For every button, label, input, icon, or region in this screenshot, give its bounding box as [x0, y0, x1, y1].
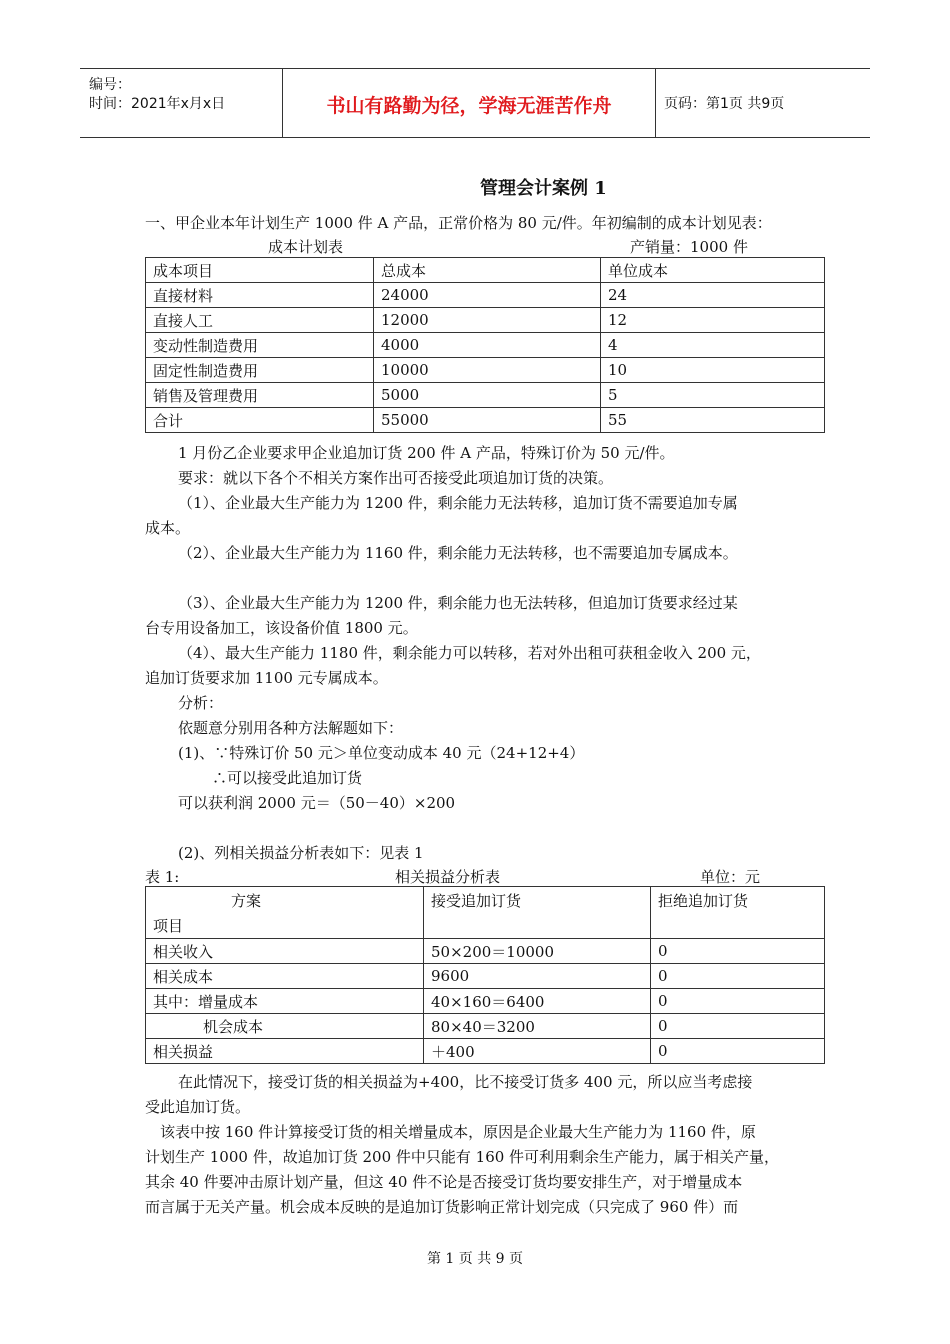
table-row: [146, 358, 825, 383]
paragraph: （3）、企业最大生产能力为 1200 件，剩余能力也无法转移，但追加订货要求经过某: [178, 594, 738, 612]
paragraph: 1 月份乙企业要求甲企业追加订货 200 件 A 产品，特殊订价为 50 元/件。: [178, 444, 675, 462]
table-cell: 相关收入: [146, 939, 424, 964]
table-row: [146, 939, 825, 964]
paragraph: 可以获利润 2000 元＝（50－40）×200: [178, 794, 456, 812]
relevant-profit-table: [145, 886, 825, 1064]
paragraph: 分析：: [178, 694, 224, 712]
paragraph: ∴可以接受此追加订货: [212, 769, 363, 787]
table-cell: 0: [651, 1014, 825, 1039]
table-cell: 直接材料: [146, 283, 374, 308]
cost-plan-table: [145, 257, 825, 433]
header-cell: 总成本: [374, 258, 601, 283]
table-cell: 10000: [374, 358, 601, 383]
paragraph: 计划生产 1000 件，故追加订货 200 件中只能有 160 件可利用剩余生产能力，属于相关产量，: [145, 1148, 780, 1166]
table-cell: 5: [601, 383, 825, 408]
header-right-cell: [655, 69, 870, 137]
paragraph: (1)、∵特殊订价 50 元＞单位变动成本 40 元（24+12+4）: [178, 744, 585, 762]
paragraph: 成本。: [145, 519, 191, 537]
table-cell: 固定性制造费用: [146, 358, 374, 383]
header-cell: 接受追加订货: [424, 887, 651, 939]
table-cell: 50×200＝10000: [424, 939, 651, 964]
table-cell: 55000: [374, 408, 601, 433]
table2-label: 表 1:: [145, 868, 180, 886]
table-cell: 0: [651, 939, 825, 964]
table-cell: 24: [601, 283, 825, 308]
header-cell: 拒绝追加订货: [651, 887, 825, 939]
header-cell: 单位成本: [601, 258, 825, 283]
paragraph: （1）、企业最大生产能力为 1200 件，剩余能力无法转移，追加订货不需要追加专属: [178, 494, 738, 512]
table-row: [146, 1014, 825, 1039]
table-cell: 机会成本: [146, 1014, 424, 1039]
table-header-row: [146, 887, 825, 939]
header-motto-cell: [282, 69, 656, 137]
paragraph: 追加订货要求加 1100 元专属成本。: [145, 669, 388, 687]
table-cell: 4000: [374, 333, 601, 358]
paragraph: 而言属于无关产量。机会成本反映的是追加订货影响正常计划完成（只完成了 960 件）而: [145, 1198, 739, 1216]
table-cell: 相关成本: [146, 964, 424, 989]
table-cell: 相关损益: [146, 1039, 424, 1064]
table1-volume: 产销量：1000 件: [630, 238, 748, 256]
paragraph: （4）、最大生产能力 1180 件，剩余能力可以转移，若对外出租可获租金收入 200 元，: [178, 644, 761, 662]
table-cell: 0: [651, 989, 825, 1014]
table-row: [146, 283, 825, 308]
paragraph: (2)、列相关损益分析表如下：见表 1: [178, 844, 424, 862]
paragraph: 要求：就以下各个不相关方案作出可否接受此项追加订货的决策。: [178, 469, 614, 487]
table-row: [146, 383, 825, 408]
table-cell: 12000: [374, 308, 601, 333]
table-header-row: [146, 258, 825, 283]
table2-unit: 单位：元: [700, 868, 761, 886]
paragraph: 依题意分别用各种方法解题如下：: [178, 719, 404, 737]
table-row: [146, 408, 825, 433]
table-cell: 4: [601, 333, 825, 358]
corner-bottom-label: 项目: [153, 917, 184, 935]
table-cell: 12: [601, 308, 825, 333]
table-row: [146, 308, 825, 333]
table-cell: 0: [651, 1039, 825, 1064]
table-row: [146, 964, 825, 989]
paragraph: 其余 40 件要冲击原计划产量，但这 40 件不论是否接受订货均要安排生产，对于增量成本: [145, 1173, 743, 1191]
page-title: 管理会计案例 1: [480, 178, 607, 199]
number-label: 编号：: [89, 77, 131, 93]
table1-caption: 成本计划表: [268, 238, 344, 256]
table-cell: 0: [651, 964, 825, 989]
paragraph: 受此追加订货。: [145, 1098, 251, 1116]
table-cell: ＋400: [424, 1039, 651, 1064]
table-cell: 9600: [424, 964, 651, 989]
table-row: [146, 1039, 825, 1064]
corner-top-label: 方案: [231, 892, 262, 910]
header-cell: 成本项目: [146, 258, 374, 283]
page-footer: 第 1 页 共 9 页: [426, 1251, 524, 1267]
table2-caption: 相关损益分析表: [395, 868, 501, 886]
table-cell: 10: [601, 358, 825, 383]
table-cell: 80×40＝3200: [424, 1014, 651, 1039]
table-cell: 直接人工: [146, 308, 374, 333]
page-header: [80, 68, 870, 138]
paragraph: 台专用设备加工，该设备价值 1800 元。: [145, 619, 418, 637]
table-cell: 其中：增量成本: [146, 989, 424, 1014]
table-cell: 合计: [146, 408, 374, 433]
table-cell: 变动性制造费用: [146, 333, 374, 358]
table-cell: 销售及管理费用: [146, 383, 374, 408]
table-cell: 40×160＝6400: [424, 989, 651, 1014]
header-left-cell: [80, 69, 282, 137]
table-cell: 24000: [374, 283, 601, 308]
page-label: 页码：第1页 共9页: [664, 96, 785, 112]
date-label: 时间：2021年x月x日: [89, 96, 226, 112]
paragraph: 该表中按 160 件计算接受订货的相关增量成本，原因是企业最大生产能力为 1160 件，原: [160, 1123, 756, 1141]
corner-header-cell: [146, 887, 424, 939]
paragraph: （2）、企业最大生产能力为 1160 件，剩余能力无法转移，也不需要追加专属成本。: [178, 544, 738, 562]
table-cell: 55: [601, 408, 825, 433]
table-cell: 5000: [374, 383, 601, 408]
intro-paragraph: 一、甲企业本年计划生产 1000 件 A 产品，正常价格为 80 元/件。年初编制的成本计划见表：: [145, 214, 772, 232]
table-row: [146, 989, 825, 1014]
paragraph: 在此情况下，接受订货的相关损益为+400，比不接受订货多 400 元，所以应当考虑接: [178, 1073, 753, 1091]
motto: 书山有路勤为径，学海无涯苦作舟: [326, 95, 612, 117]
table-row: [146, 333, 825, 358]
